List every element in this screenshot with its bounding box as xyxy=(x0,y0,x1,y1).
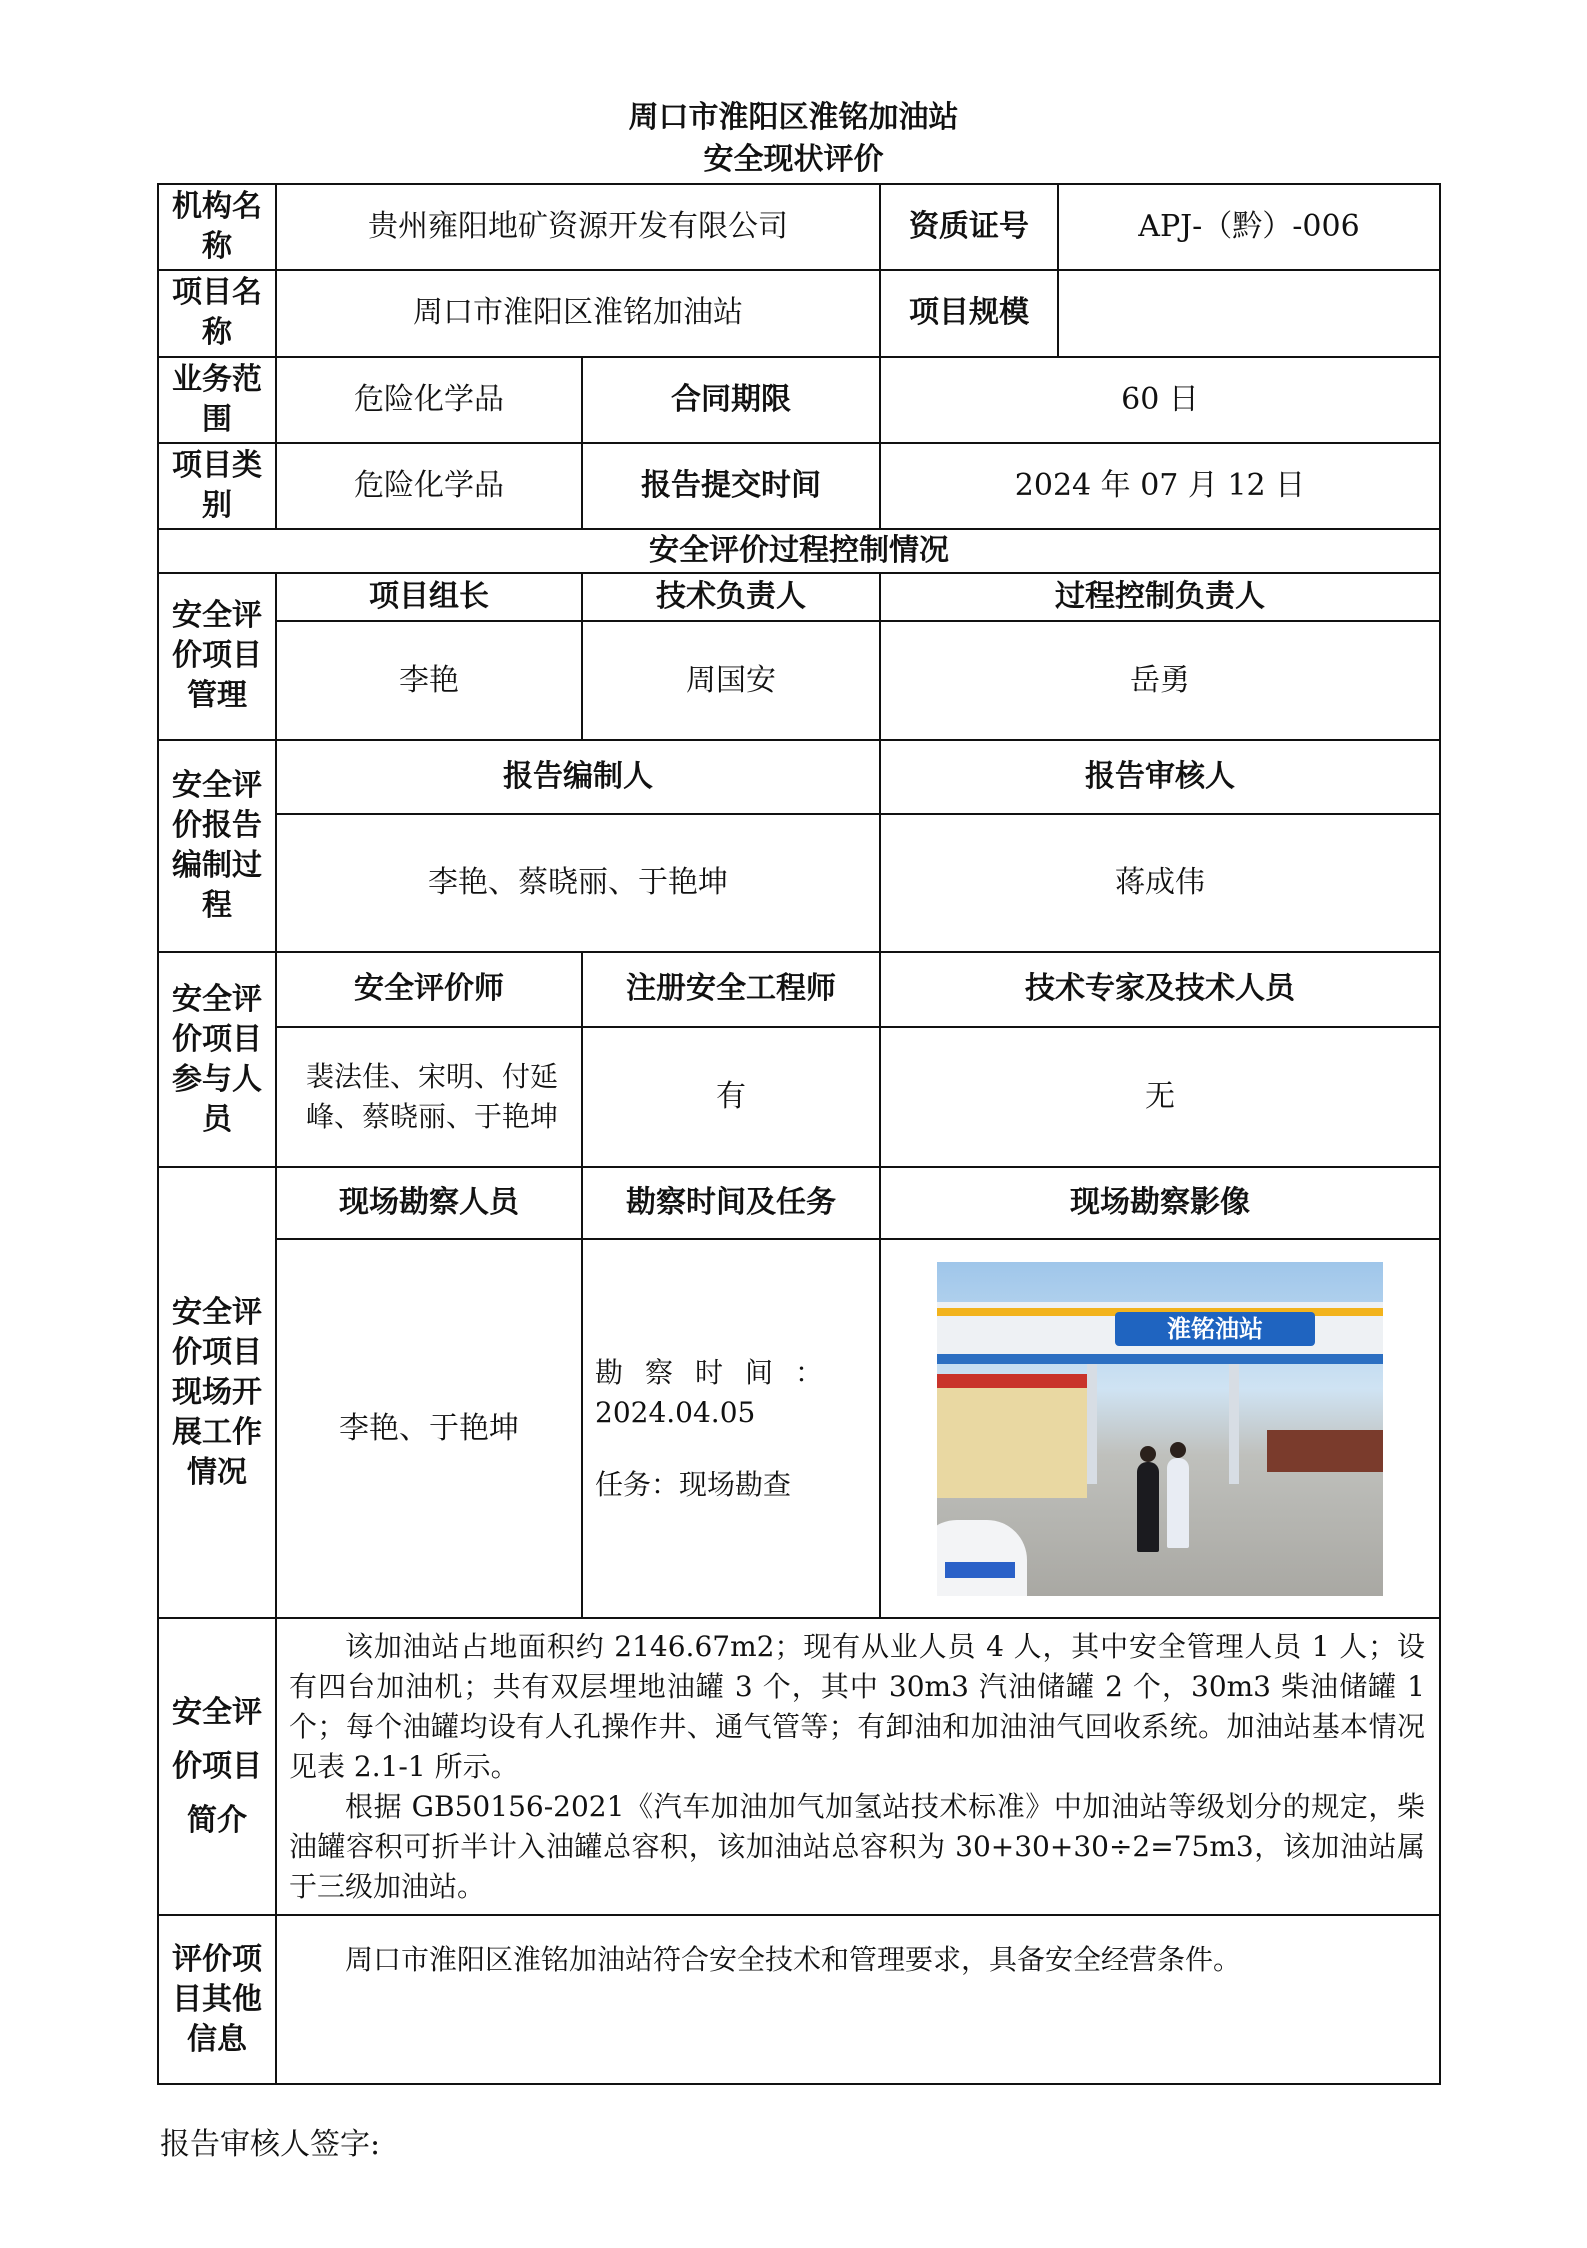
shop-building xyxy=(937,1374,1087,1498)
business-value: 危险化学品 xyxy=(276,357,582,443)
other-label: 评价项目其他信息 xyxy=(158,1915,276,2084)
fieldwork-staff: 李艳、于艳坤 xyxy=(276,1239,582,1618)
row-org xyxy=(158,184,1440,270)
row-management-values xyxy=(158,621,1440,739)
license-plate xyxy=(945,1562,1015,1578)
management-tech: 周国安 xyxy=(582,621,880,739)
fieldwork-header-photo: 现场勘察影像 xyxy=(880,1167,1440,1239)
other-cell xyxy=(276,1915,1440,2084)
person-head xyxy=(1170,1442,1186,1458)
management-header-leader: 项目组长 xyxy=(276,573,582,621)
submit-value: 2024 年 07 月 12 日 xyxy=(880,443,1440,529)
row-management-headers xyxy=(158,573,1440,621)
station-sign: 淮铭油站 xyxy=(1115,1312,1315,1346)
management-header-tech: 技术负责人 xyxy=(582,573,880,621)
project-label: 项目名称 xyxy=(158,270,276,356)
management-leader: 李艳 xyxy=(276,621,582,739)
cert-value: APJ-（黔）-006 xyxy=(1058,184,1440,270)
row-summary xyxy=(158,1618,1440,1915)
site-photo xyxy=(937,1262,1383,1596)
management-header-control: 过程控制负责人 xyxy=(880,573,1440,621)
category-label: 项目类别 xyxy=(158,443,276,529)
person-figure xyxy=(1137,1462,1159,1552)
compilation-reviewer: 蒋成伟 xyxy=(880,814,1440,952)
truck-shape xyxy=(1267,1430,1383,1472)
survey-info xyxy=(595,1353,867,1505)
project-value: 周口市淮阳区淮铭加油站 xyxy=(276,270,880,356)
car-shape xyxy=(937,1520,1027,1596)
evaluation-table xyxy=(157,183,1441,2085)
fieldwork-photo-cell xyxy=(880,1239,1440,1618)
pillar xyxy=(1087,1364,1097,1484)
summary-label: 安全评价项目简介 xyxy=(158,1618,276,1915)
scale-label: 项目规模 xyxy=(880,270,1058,356)
fieldwork-header-staff: 现场勘察人员 xyxy=(276,1167,582,1239)
row-project xyxy=(158,270,1440,356)
participants-header-engineer: 注册安全工程师 xyxy=(582,952,880,1026)
management-control: 岳勇 xyxy=(880,621,1440,739)
participants-evaluators: 裴法佳、宋明、付延峰、蔡晓丽、于艳坤 xyxy=(276,1027,582,1167)
row-fieldwork-headers xyxy=(158,1167,1440,1239)
participants-header-experts: 技术专家及技术人员 xyxy=(880,952,1440,1026)
submit-label: 报告提交时间 xyxy=(582,443,880,529)
fieldwork-label: 安全评价项目现场开展工作情况 xyxy=(158,1167,276,1618)
row-compilation-values xyxy=(158,814,1440,952)
row-process-header xyxy=(158,529,1440,573)
pillar xyxy=(1229,1364,1239,1484)
row-compilation-headers xyxy=(158,740,1440,814)
summary-paragraph-2: 根据 GB50156-2021《汽车加油加气加氢站技术标准》中加油站等级划分的规定，柴油罐容积可折半计入油罐总容积，该加油站总容积为 30+30+30÷2=75m3，该加油站属于三级加油站。 xyxy=(289,1789,1425,1903)
row-fieldwork-values xyxy=(158,1239,1440,1618)
summary-cell xyxy=(276,1618,1440,1915)
fieldwork-time-cell xyxy=(582,1239,880,1618)
compilation-header-reviewer: 报告审核人 xyxy=(880,740,1440,814)
survey-task: 任务：现场勘查 xyxy=(595,1467,792,1501)
person-figure xyxy=(1167,1458,1189,1548)
process-header: 安全评价过程控制情况 xyxy=(158,529,1440,573)
summary-paragraph-1: 该加油站占地面积约 2146.67m2；现有从业人员 4 人，其中安全管理人员 1 人；设有四台加油机；共有双层埋地油罐 3 个，其中 30m3 汽油储罐 2 个，30m3 柴油储罐 1 个；每个油罐均设有人孔操作井、通气管等；有卸油和加油油气回收系统。加油站基本情况见表 2.1-1 所示。 xyxy=(289,1629,1425,1783)
category-value: 危险化学品 xyxy=(276,443,582,529)
document-subtitle: 安全现状评价 xyxy=(703,142,884,177)
participants-header-evaluator: 安全评价师 xyxy=(276,952,582,1026)
row-business xyxy=(158,357,1440,443)
person-head xyxy=(1140,1446,1156,1462)
row-participants-headers xyxy=(158,952,1440,1026)
management-label: 安全评价项目管理 xyxy=(158,573,276,740)
business-label: 业务范围 xyxy=(158,357,276,443)
cert-label: 资质证号 xyxy=(880,184,1058,270)
other-value: 周口市淮阳区淮铭加油站符合安全技术和管理要求，具备安全经营条件。 xyxy=(345,1943,1242,1977)
compilation-writers: 李艳、蔡晓丽、于艳坤 xyxy=(276,814,880,952)
contract-value: 60 日 xyxy=(880,357,1440,443)
org-value: 贵州雍阳地矿资源开发有限公司 xyxy=(276,184,880,270)
fieldwork-header-time: 勘察时间及任务 xyxy=(582,1167,880,1239)
compilation-label: 安全评价报告编制过程 xyxy=(158,740,276,953)
participants-label: 安全评价项目参与人员 xyxy=(158,952,276,1167)
org-label: 机构名称 xyxy=(158,184,276,270)
scale-value xyxy=(1058,270,1440,356)
participants-experts: 无 xyxy=(880,1027,1440,1167)
survey-time-label: 勘察时间： xyxy=(595,1355,846,1389)
contract-label: 合同期限 xyxy=(582,357,880,443)
row-category xyxy=(158,443,1440,529)
compilation-header-writers: 报告编制人 xyxy=(276,740,880,814)
participants-engineer: 有 xyxy=(582,1027,880,1167)
survey-time-value: 2024.04.05 xyxy=(595,1395,756,1429)
document-title: 周口市淮阳区淮铭加油站 xyxy=(628,100,959,135)
reviewer-signature-label: 报告审核人签字: xyxy=(160,2127,381,2162)
row-participants-values xyxy=(158,1027,1440,1167)
row-other xyxy=(158,1915,1440,2084)
